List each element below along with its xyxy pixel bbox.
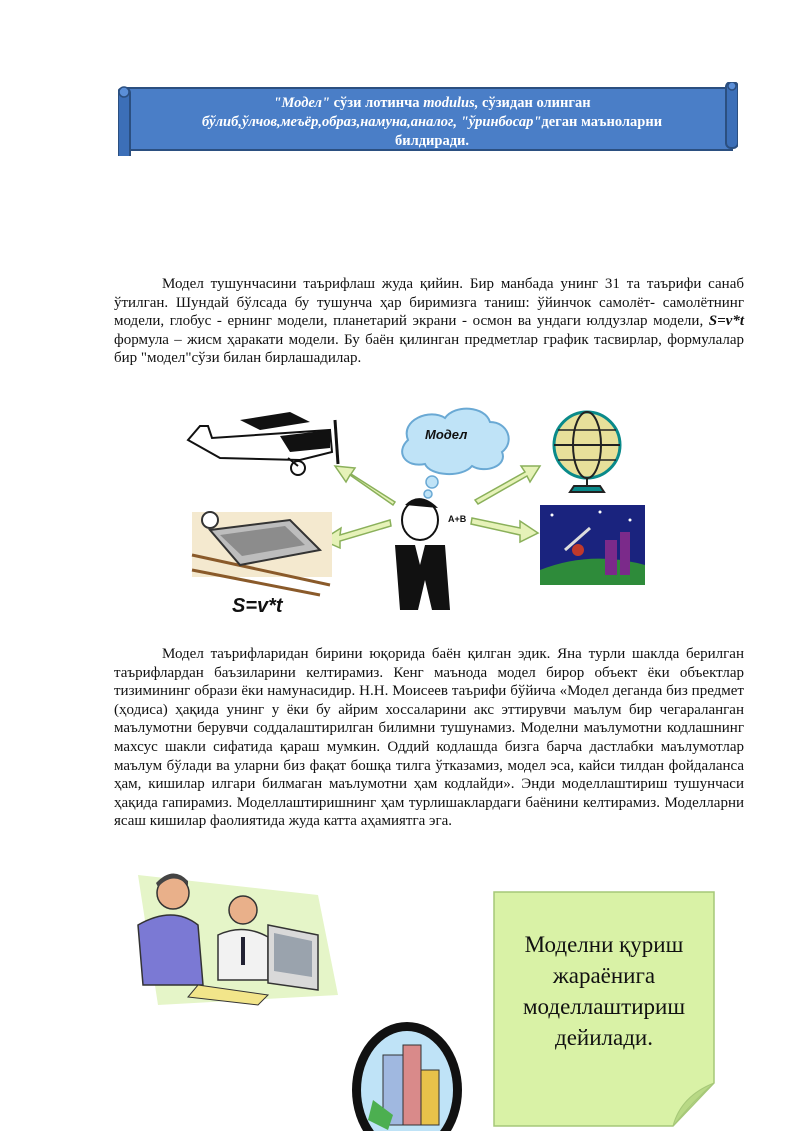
- paragraph-1: [114, 275, 744, 368]
- cloud-label: Модел: [425, 427, 468, 442]
- train-icon: [192, 512, 332, 595]
- note-line-3: моделлаштириш: [522, 994, 686, 1019]
- banner-text-4: билдиради.: [394, 133, 470, 149]
- paragraph-2-text: Модел таърифларидан бирини юқорида баён қилган эдик. Яна турли шаклда берилган таърифлардан баъзиларини келтирамиз. Кенг маънода модел бирор объект ёки объектлар тизимининг образи ёки намунасидир. Н.Н. Моисеев таърифи бўйича «Модел деганда биз предмет (ҳодиса) ҳақида унинг у ёки бу айрим хоссаларини акс эттирувчи маълум бир чегараланган маълумотни берувчи соддалаштирилган билимни тушунамиз. Моделни маълумотни кодлашнинг махсус шакли сифатида қараш мумкин. Оддий кодлашда бизга барча дастлабки маълумотлар маълум бўлади ва уларни биз фақат бошқа тилга ўтказамиз, модел эса, кайси тилдан фойдаланса ҳам, кишилар илгари билмаган маълумотни ҳам кодлайди». Энди моделлаштириш тушунчаси ҳақида гапирамиз. Моделлаштиришнинг ҳам турлишаклардаги баёнини келтирамиз. Моделларни ясаш кишилар фаолиятида жуда катта аҳамиятга эга.: [114, 646, 744, 830]
- paragraph-1-text-b: формула – жисм ҳаракати модели. Бу баён қилинган предметлар график тасвирлар, формулалар бир "модел"сўзи билан бирлашадилар.: [114, 331, 744, 367]
- paragraph-1-text-a: Модел тушунчасини таърифлаш жуда қийин. Бир манбада унинг 31 та таърифи санаб ўтилган. Шундай бўлсада бу тушунча ҳар биримизга таниш: ўйинчок самолёт- самолётнинг модели, глобус - ернинг модели, планетарий экрани - осмон ва ундаги юлдузлар модели,: [114, 276, 744, 330]
- formula-label: S=v*t: [232, 595, 283, 617]
- banner-latin: modulus,: [423, 95, 479, 111]
- banner-text: [158, 94, 706, 151]
- thinking-man-icon: [395, 498, 467, 610]
- note-text: [501, 929, 707, 1053]
- definition-note: [493, 891, 715, 1127]
- note-line-4: дейилади.: [555, 1025, 653, 1050]
- banner-text-2: сўзидан олинган: [478, 95, 591, 111]
- model-illustration: [180, 400, 650, 625]
- svg-text:A+B: A+B: [448, 514, 467, 524]
- banner-quote: "Модел": [273, 95, 330, 111]
- inline-formula: S=v*t: [708, 313, 744, 330]
- note-line-1: Моделни қуриш: [524, 932, 684, 957]
- globe-icon: [554, 412, 620, 492]
- office-workers-icon: [118, 865, 348, 1015]
- city-buildings-icon: [348, 1020, 466, 1131]
- banner-text-3: деган маъноларни: [541, 114, 663, 130]
- paragraph-2: [114, 645, 744, 831]
- airplane-icon: [188, 412, 338, 475]
- note-line-2: жараёнига: [552, 963, 656, 988]
- banner-meanings: бўлиб,ўлчов,меъёр,образ,намуна,аналог, "ўринбосар": [201, 114, 542, 130]
- banner-text-1: сўзи лотинча: [329, 95, 424, 111]
- telescope-night-icon: [540, 505, 645, 585]
- thought-cloud-icon: [402, 409, 509, 498]
- title-banner: [118, 82, 738, 156]
